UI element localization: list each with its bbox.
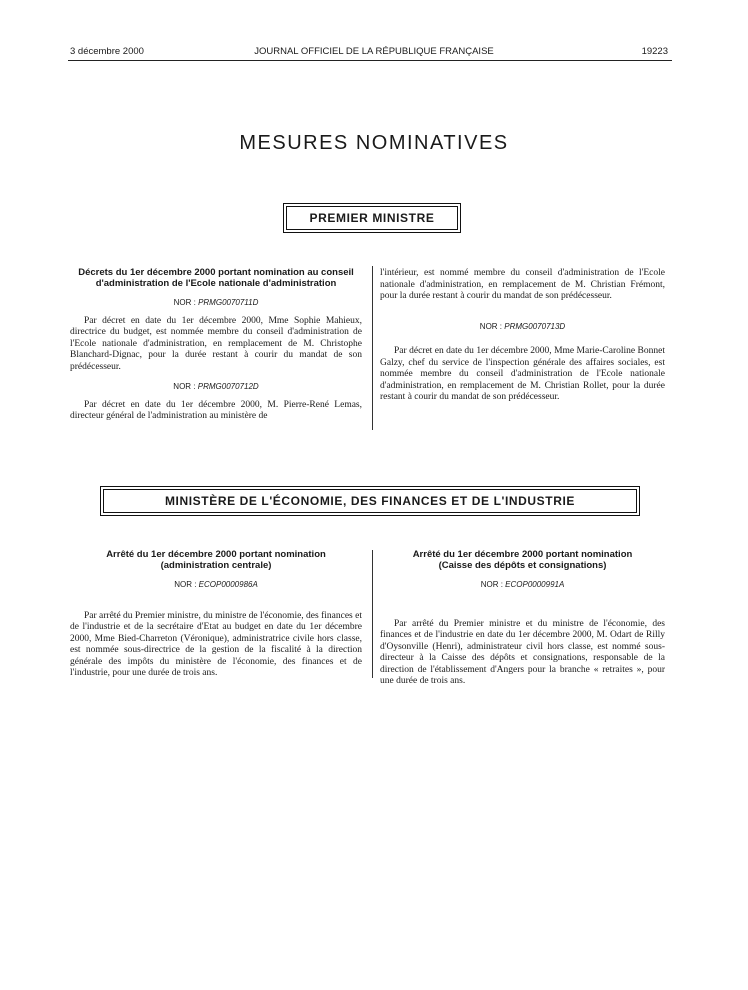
column-divider bbox=[372, 266, 373, 430]
section1-right-column bbox=[380, 268, 665, 404]
header-date: 3 décembre 2000 bbox=[70, 46, 144, 57]
journal-title: JOURNAL OFFICIEL DE LA RÉPUBLIQUE FRANÇAISE bbox=[254, 46, 494, 57]
arrete-title bbox=[380, 550, 665, 571]
section-heading-premier-ministre bbox=[283, 203, 461, 233]
nor-label: NOR : bbox=[173, 382, 196, 391]
nor-label: NOR : bbox=[480, 580, 503, 589]
nor-reference bbox=[70, 579, 362, 591]
nor-label: NOR : bbox=[174, 580, 197, 589]
arrete-subtitle: (Caisse des dépôts et consignations) bbox=[438, 559, 607, 571]
nor-reference bbox=[70, 297, 362, 309]
section-heading-label: MINISTÈRE DE L'ÉCONOMIE, DES FINANCES ET DE L'INDUSTRIE bbox=[103, 489, 637, 513]
decree-paragraph: Par décret en date du 1er décembre 2000, Mme Sophie Mahieux, directrice du budget, est nommée membre du conseil d'administration de l'Ecole nationale d'administration, en remplacement de M. Christophe Blanchard-Dignac, pour la durée restant à courir du mandat de son prédécesseur. bbox=[70, 315, 362, 372]
decree-title: Décrets du 1er décembre 2000 portant nomination au conseil d'administration de l'Ecole nationale d'administration bbox=[78, 267, 354, 289]
decree-paragraph: Par décret en date du 1er décembre 2000, Mme Marie-Caroline Bonnet Galzy, chef du service de l'inspection générale des affaires sociales, est nommée membre du conseil d'administration de l'Ecole nationale d'administration, en remplacement de M. Christian Rollet, pour la durée restant à courir du mandat de son prédécesseur. bbox=[380, 346, 665, 402]
nor-reference bbox=[380, 321, 665, 333]
nor-reference bbox=[380, 579, 665, 591]
section2-right-column bbox=[380, 550, 665, 688]
arrete-paragraph: Par arrêté du Premier ministre, du ministre de l'économie, des finances et de l'industrie et de la secrétaire d'Etat au budget en date du 1er décembre 2000, Mme Bied-Charreton (Véronique), administratrice civile hors classe, est nommée sous-directrice de la gestion de la fiscalité à la direction générale des impôts du ministère de l'économie, des finances et de l'industrie, pour une durée de trois ans. bbox=[70, 610, 362, 678]
decree-paragraph-continued: l'intérieur, est nommé membre du conseil d'administration de l'Ecole nationale d'administration, en remplacement de M. Christian Frémont, pour la durée restant à courir du mandat de son prédécesseur. bbox=[380, 268, 665, 301]
section2-left-column bbox=[70, 550, 362, 680]
decree-paragraph: Par décret en date du 1er décembre 2000, M. Pierre-René Lemas, directeur général de l'administration au ministère de bbox=[70, 399, 362, 421]
arrete-subtitle: (administration centrale) bbox=[160, 559, 272, 571]
nor-code: ECOP0000991A bbox=[505, 580, 565, 589]
nor-label: NOR : bbox=[479, 321, 503, 331]
arrete-title-line: Arrêté du 1er décembre 2000 portant nomination bbox=[412, 549, 633, 560]
nor-code: PRMG0070712D bbox=[197, 382, 259, 391]
nor-code: PRMG0070711D bbox=[198, 298, 259, 307]
section-heading-ministere-economie bbox=[100, 486, 640, 516]
arrete-paragraph: Par arrêté du Premier ministre et du ministre de l'économie, des finances et de l'industrie en date du 1er décembre 2000, M. Odart de Rilly d'Oysonville (Henri), administrateur civil hors classe, est nommé sous-directeur à la Caisse des dépôts et consignations, responsable de la direction de l'établissement d'Angers pour la branche « retraites », pour une durée de trois ans. bbox=[380, 618, 665, 686]
header-rule bbox=[68, 60, 672, 61]
arrete-title-line: Arrêté du 1er décembre 2000 portant nomination bbox=[106, 549, 326, 560]
nor-label: NOR : bbox=[173, 298, 196, 307]
section-heading-label: PREMIER MINISTRE bbox=[286, 206, 458, 230]
nor-code: PRMG0070713D bbox=[504, 321, 566, 331]
nor-reference bbox=[70, 381, 362, 393]
nor-code: ECOP0000986A bbox=[198, 580, 258, 589]
arrete-title bbox=[70, 550, 362, 571]
main-title: MESURES NOMINATIVES bbox=[239, 132, 509, 154]
page-number: 19223 bbox=[641, 46, 668, 57]
column-divider bbox=[372, 550, 373, 678]
section1-left-column bbox=[70, 268, 362, 423]
